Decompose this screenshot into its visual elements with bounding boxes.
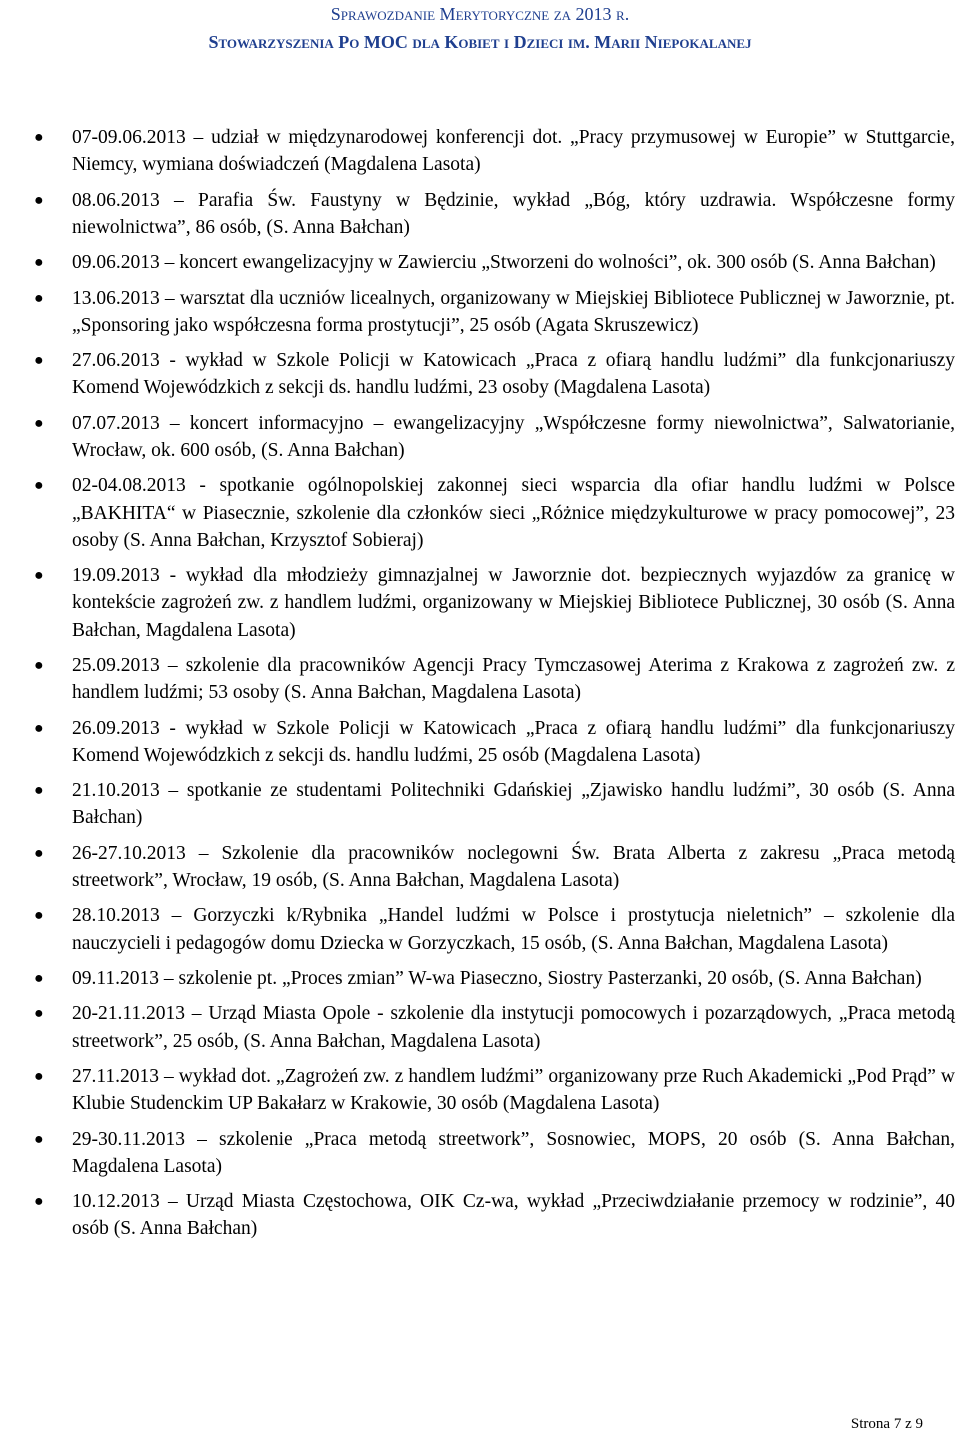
list-item-text: 21.10.2013 – spotkanie ze studentami Politechniki Gdańskiej „Zjawisko handlu ludźmi”, 30 osób (S. Anna Bałchan): [72, 780, 955, 829]
bullet-icon: ●: [34, 1005, 44, 1023]
event-list: [34, 124, 955, 1243]
list-item: [34, 124, 955, 178]
list-item: [34, 1188, 955, 1242]
list-item-text: 13.06.2013 – warsztat dla uczniów licealnych, organizowany w Miejskiej Bibliotece Publicznej w Jaworznie, pt. „Sponsoring jako współczesna forma prostytucji”, 25 osób (Agata Skruszewicz): [72, 287, 955, 336]
list-item-text: 28.10.2013 – Gorzyczki k/Rybnika „Handel ludźmi w Polsce i prostytucja nieletnich” – szkolenie dla nauczycieli i pedagogów domu Dziecka w Gorzyczkach, 15 osób, (S. Anna Bałchan, Magdalena Lasota): [72, 905, 955, 954]
list-item: [34, 965, 955, 992]
list-item-text: 08.06.2013 – Parafia Św. Faustyny w Będzinie, wykład „Bóg, który uzdrawia. Współczesne formy niewolnictwa”, 86 osób, (S. Anna Bałchan): [72, 189, 955, 238]
list-item-text: 25.09.2013 – szkolenie dla pracowników Agencji Pracy Tymczasowej Aterima z Krakowa z zagrożeń zw. z handlem ludźmi; 53 osoby (S. Anna Bałchan, Magdalena Lasota): [72, 654, 955, 704]
list-item-text: 02-04.08.2013 - spotkanie ogólnopolskiej zakonnej sieci wsparcia dla ofiar handlu ludźmi w Polsce „BAKHITA“ w Piasecznie, szkolenie dla członków sieci „Różnice międzykulturowe w pracy pomocowej”, 23 osoby (S. Anna Bałchan, Krzysztof Sobieraj): [72, 475, 955, 551]
bullet-icon: ●: [34, 844, 44, 862]
list-item: [34, 562, 955, 644]
list-item: [34, 1063, 955, 1117]
list-item: [34, 840, 955, 894]
bullet-icon: ●: [34, 782, 44, 800]
list-item-text: 07-09.06.2013 – udział w międzynarodowej konferencji dot. „Pracy przymusowej w Europie” w Stuttgarcie, Niemcy, wymiana doświadczeń (Magdalena Lasota): [72, 127, 955, 176]
bullet-icon: ●: [34, 352, 44, 370]
list-item-text: 20-21.11.2013 – Urząd Miasta Opole - szkolenie dla instytucji pomocowych i pozarządowych, „Praca metodą streetwork”, 25 osób, (S. Anna Bałchan, Magdalena Lasota): [72, 1003, 955, 1052]
bullet-icon: ●: [34, 477, 44, 495]
list-item: [34, 715, 955, 769]
list-item-text: 26-27.10.2013 – Szkolenie dla pracowników noclegowni Św. Brata Alberta z zakresu „Praca metodą streetwork”, Wrocław, 19 osób, (S. Anna Bałchan, Magdalena Lasota): [72, 842, 955, 891]
list-item: [34, 472, 955, 554]
list-item-text: 27.06.2013 - wykład w Szkole Policji w Katowicach „Praca z ofiarą handlu ludźmi” dla funkcjonariuszy Komend Wojewódzkich z sekcji ds. handlu ludźmi, 23 osoby (Magdalena Lasota): [72, 350, 955, 399]
bullet-icon: ●: [34, 254, 44, 272]
header-report-title: Sprawozdanie Merytoryczne za 2013 r.: [330, 4, 630, 24]
list-item: [34, 187, 955, 241]
bullet-icon: ●: [34, 414, 44, 432]
bullet-icon: ●: [34, 656, 44, 674]
list-item: [34, 1126, 955, 1180]
bullet-icon: ●: [34, 969, 44, 987]
list-item-text: 26.09.2013 - wykład w Szkole Policji w Katowicach „Praca z ofiarą handlu ludźmi” dla funkcjonariuszy Komend Wojewódzkich z sekcji ds. handlu ludźmi, 25 osób (Magdalena Lasota): [72, 717, 955, 766]
list-item-text: 10.12.2013 – Urząd Miasta Częstochowa, OIK Cz-wa, wykład „Przeciwdziałanie przemocy w rodzinie”, 40 osób (S. Anna Bałchan): [72, 1191, 955, 1240]
list-item: [34, 410, 955, 464]
document-body: [34, 124, 955, 1251]
bullet-icon: ●: [34, 567, 44, 585]
list-item-text: 29-30.11.2013 – szkolenie „Praca metodą streetwork”, Sosnowiec, MOPS, 20 osób (S. Anna Bałchan, Magdalena Lasota): [72, 1128, 955, 1177]
list-item-text: 09.06.2013 – koncert ewangelizacyjny w Zawierciu „Stworzeni do wolności”, ok. 300 osób (S. Anna Bałchan): [72, 252, 936, 274]
list-item-text: 27.11.2013 – wykład dot. „Zagrożeń zw. z handlem ludźmi” organizowany prze Ruch Akademicki „Pod Prąd” w Klubie Studenckim UP Bakałarz w Krakowie, 30 osób (Magdalena Lasota): [72, 1065, 955, 1115]
list-item: [34, 285, 955, 339]
list-item: [34, 249, 955, 276]
list-item: [34, 1000, 955, 1054]
list-item: [34, 347, 955, 401]
bullet-icon: ●: [34, 129, 44, 146]
header-organization-name: Stowarzyszenia Po MOC dla Kobiet i Dzieci im. Marii Niepokalanej: [208, 32, 752, 52]
list-item: [34, 652, 955, 706]
bullet-icon: ●: [34, 1193, 44, 1211]
list-item-text: 09.11.2013 – szkolenie pt. „Proces zmian” W-wa Piaseczno, Siostry Pasterzanki, 20 osób, (S. Anna Bałchan): [72, 967, 922, 989]
bullet-icon: ●: [34, 1067, 44, 1085]
page-number: Strona 7 z 9: [850, 1416, 923, 1432]
bullet-icon: ●: [34, 289, 44, 307]
list-item: [34, 902, 955, 956]
bullet-icon: ●: [34, 191, 44, 209]
bullet-icon: ●: [34, 1130, 44, 1148]
bullet-icon: ●: [34, 719, 44, 737]
list-item: [34, 777, 955, 831]
bullet-icon: ●: [34, 907, 44, 925]
list-item-text: 19.09.2013 - wykład dla młodzieży gimnazjalnej w Jaworznie dot. bezpiecznych wyjazdów za granicę w kontekście zagrożeń zw. z handlem ludźmi, organizowany w Miejskiej Bibliotece Publicznej, 30 osób (S. Anna Bałchan, Magdalena Lasota): [72, 565, 955, 641]
list-item-text: 07.07.2013 – koncert informacyjno – ewangelizacyjny „Współczesne formy niewolnictwa”, Salwatorianie, Wrocław, ok. 600 osób, (S. Anna Bałchan): [72, 412, 955, 461]
page-header: [0, 0, 960, 54]
